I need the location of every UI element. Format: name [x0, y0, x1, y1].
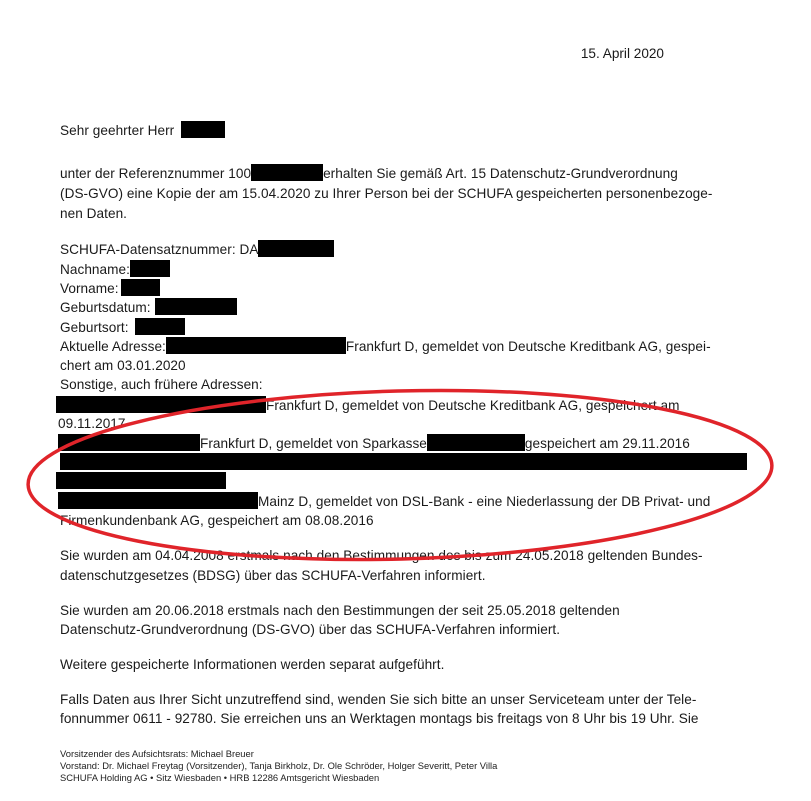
intro-line-2: (DS-GVO) eine Kopie der am 15.04.2020 zu Ihrer Person bei der SCHUFA gespeicherten personenbezoge- — [60, 186, 713, 201]
address-1-line-2: 09.11.2017 — [58, 416, 126, 431]
address-2-text-b: gespeichert am 29.11.2016 — [524, 436, 690, 451]
intro-text-a: unter der Referenznummer 100 — [60, 166, 252, 181]
address-3-text: Mainz D, gemeldet von DSL-Bank - eine Niederlassung der DB Privat- und — [258, 494, 711, 509]
intro-text-b: erhalten Sie gemäß Art. 15 Datenschutz-Grundverordnung — [323, 166, 678, 181]
more-info-paragraph: Weitere gespeicherte Informationen werden separat aufgeführt. — [60, 657, 445, 672]
address-2-text-a: Frankfurt D, gemeldet von Sparkasse — [200, 436, 427, 451]
redaction-bar — [251, 164, 323, 181]
birthdate-label: Geburtsdatum: — [60, 300, 151, 315]
redaction-bar — [60, 453, 747, 470]
redacted-line — [60, 453, 747, 472]
contact-paragraph-line-1: Falls Daten aus Ihrer Sicht unzutreffend sind, wenden Sie sich bitte an unser Serviceteam unter der Tele- — [60, 692, 697, 707]
contact-paragraph-line-2: fonnummer 0611 - 92780. Sie erreichen uns an Werktagen montags bis freitags von 8 Uhr bis 19 Uhr. Sie — [60, 711, 699, 726]
redaction-bar — [130, 260, 170, 277]
redaction-bar — [258, 240, 334, 257]
current-address-label: Aktuelle Adresse: — [60, 339, 166, 354]
intro-line-3: nen Daten. — [60, 206, 128, 221]
redacted-line — [56, 472, 226, 491]
dsgvo-paragraph-line-2: Datenschutz-Grundverordnung (DS-GVO) über das SCHUFA-Verfahren informiert. — [60, 622, 561, 637]
lastname-label: Nachname: — [60, 262, 130, 277]
dsgvo-paragraph-line-1: Sie wurden am 20.06.2018 erstmals nach den Bestimmungen der seit 25.05.2018 geltenden — [60, 603, 620, 618]
bdsg-paragraph-line-2: datenschutzgesetzes (BDSG) über das SCHUFA-Verfahren informiert. — [60, 568, 486, 583]
address-1-text: Frankfurt D, gemeldet von Deutsche Kreditbank AG, gespeichert am — [266, 398, 680, 413]
redaction-bar — [56, 396, 266, 413]
firstname-line — [60, 279, 160, 298]
address-2-line — [58, 434, 690, 453]
redaction-bar — [155, 298, 237, 315]
redaction-bar — [58, 492, 258, 509]
birthplace-label: Geburtsort: — [60, 320, 129, 335]
salutation: Sehr geehrter Herr — [60, 123, 175, 138]
letter-date: 15. April 2020 — [580, 46, 664, 61]
address-1-line — [56, 396, 679, 415]
current-address-line — [60, 337, 711, 356]
bdsg-paragraph-line-1: Sie wurden am 04.04.2008 erstmals nach den Bestimmungen des bis zum 24.05.2018 geltenden Bundes- — [60, 548, 703, 563]
current-address-rest: Frankfurt D, gemeldet von Deutsche Kreditbank AG, gespei- — [345, 339, 711, 354]
redaction-bar — [166, 337, 346, 354]
redaction-bar — [121, 279, 160, 296]
record-number-line — [60, 240, 334, 259]
birthplace-line — [60, 318, 185, 337]
redaction-bar — [58, 434, 200, 451]
other-addresses-label: Sonstige, auch frühere Adressen: — [60, 377, 263, 392]
footer-line-1: Vorsitzender des Aufsichtsrats: Michael Breuer — [60, 748, 254, 759]
footer-line-3: SCHUFA Holding AG • Sitz Wiesbaden • HRB 12286 Amtsgericht Wiesbaden — [60, 772, 380, 783]
address-3-line-2: Firmenkundenbank AG, gespeichert am 08.08.2016 — [60, 513, 374, 528]
footer-line-2: Vorstand: Dr. Michael Freytag (Vorsitzender), Tanja Birkholz, Dr. Ole Schröder, Holger Severitt, Peter Villa — [60, 760, 498, 771]
lastname-line — [60, 260, 170, 279]
redaction-bar — [135, 318, 185, 335]
firstname-label: Vorname: — [60, 281, 119, 296]
intro-line-1 — [60, 164, 678, 183]
redaction-bar — [427, 434, 525, 451]
redaction-bar — [56, 472, 226, 489]
salutation-line — [60, 121, 225, 140]
address-3-line — [58, 492, 710, 511]
record-number-label: SCHUFA-Datensatznummer: DA — [60, 242, 259, 257]
redaction-bar — [181, 121, 225, 138]
birthdate-line — [60, 298, 237, 317]
current-address-line-2: chert am 03.01.2020 — [60, 358, 186, 373]
